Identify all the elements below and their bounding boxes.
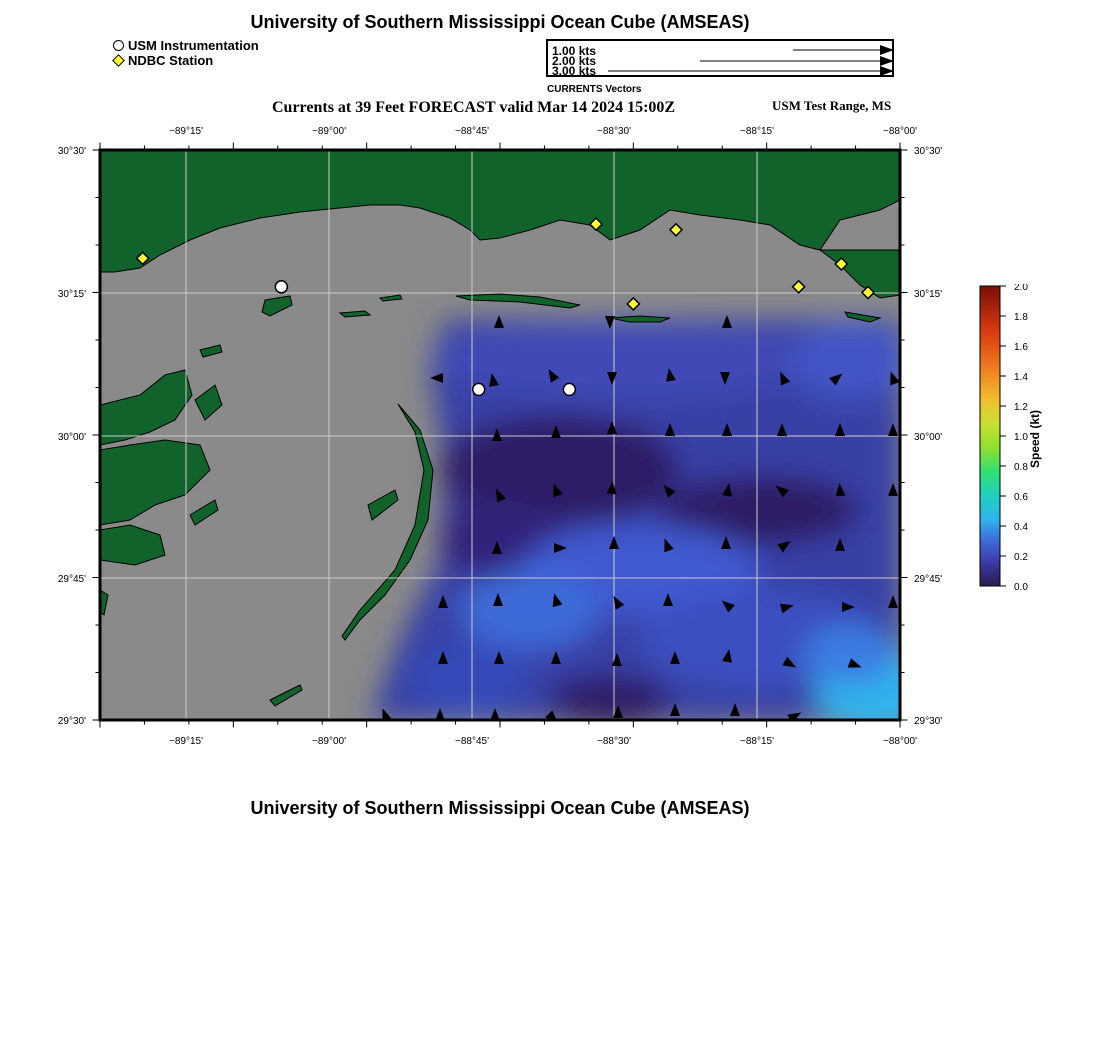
colorbar-gradient — [980, 286, 1000, 586]
bottom-lon-label: −88°15' — [740, 736, 774, 747]
colorbar-tick-label: 0.4 — [1014, 522, 1028, 533]
map-title: University of Southern Mississippi Ocean Cube (AMSEAS) — [250, 12, 750, 32]
colorbar-title: Speed (kt) — [1028, 409, 1042, 468]
colorbar-tick-label: 1.2 — [1014, 402, 1028, 413]
bottom-lon-label: −89°00' — [312, 736, 346, 747]
usm-legend-label: USM Instrumentation — [128, 38, 259, 53]
bottom-lon-label: −88°45' — [455, 736, 489, 747]
colorbar-tick-label: 0.8 — [1014, 462, 1028, 473]
right-lat-label: 30°00' — [914, 432, 943, 443]
left-lat-label: 30°00' — [57, 432, 86, 443]
scale-caption: CURRENTS Vectors — [547, 84, 642, 95]
bottom-lon-label: −89°15' — [169, 736, 203, 747]
usm-instrument-marker[interactable] — [473, 383, 485, 395]
usm-instrument-marker[interactable] — [275, 281, 287, 293]
colorbar-tick-label: 0.0 — [1014, 582, 1028, 593]
usm-instrument-marker[interactable] — [563, 383, 575, 395]
top-lon-label: −89°15' — [169, 126, 203, 137]
colorbar-tick-label: 0.2 — [1014, 552, 1028, 563]
region-label: USM Test Range, MS — [772, 98, 892, 113]
left-lat-label: 29°45' — [57, 574, 86, 585]
colorbar-ticks — [1000, 284, 1028, 593]
scale-label-3: 3.00 kts — [552, 64, 597, 78]
top-lon-label: −89°00' — [312, 126, 346, 137]
bottom-lon-label: −88°30' — [597, 736, 631, 747]
ndbc-legend-label: NDBC Station — [128, 53, 214, 68]
top-lon-label: −88°00' — [883, 126, 917, 137]
right-lat-label: 30°15' — [914, 289, 943, 300]
forecast-subtitle: Currents at 39 Feet FORECAST valid Mar 14 2024 15:00Z — [272, 99, 676, 116]
colorbar-tick-label: 1.6 — [1014, 342, 1028, 353]
colorbar-tick-label: 1.8 — [1014, 312, 1028, 323]
top-lon-label: −88°30' — [597, 126, 631, 137]
bottom-lon-label: −88°00' — [883, 736, 917, 747]
colorbar-tick-label: 1.0 — [1014, 432, 1028, 443]
colorbar-tick-label: 2.0 — [1014, 284, 1028, 293]
top-lon-label: −88°15' — [740, 126, 774, 137]
colorbar-tick-label: 0.6 — [1014, 492, 1028, 503]
speed-field — [370, 320, 935, 730]
bottom-title: University of Southern Mississippi Ocean Cube (AMSEAS) — [250, 798, 750, 818]
colorbar-tick-label: 1.4 — [1014, 372, 1028, 383]
left-lat-label: 29°30' — [57, 716, 86, 727]
right-lat-label: 30°30' — [914, 146, 943, 157]
left-lat-label: 30°30' — [57, 146, 86, 157]
scale-label-2: 2.00 kts — [552, 54, 597, 68]
right-lat-label: 29°30' — [914, 716, 943, 727]
right-lat-label: 29°45' — [914, 574, 943, 585]
top-lon-label: −88°45' — [455, 126, 489, 137]
scale-label-1: 1.00 kts — [552, 44, 597, 58]
left-lat-label: 30°15' — [57, 289, 86, 300]
